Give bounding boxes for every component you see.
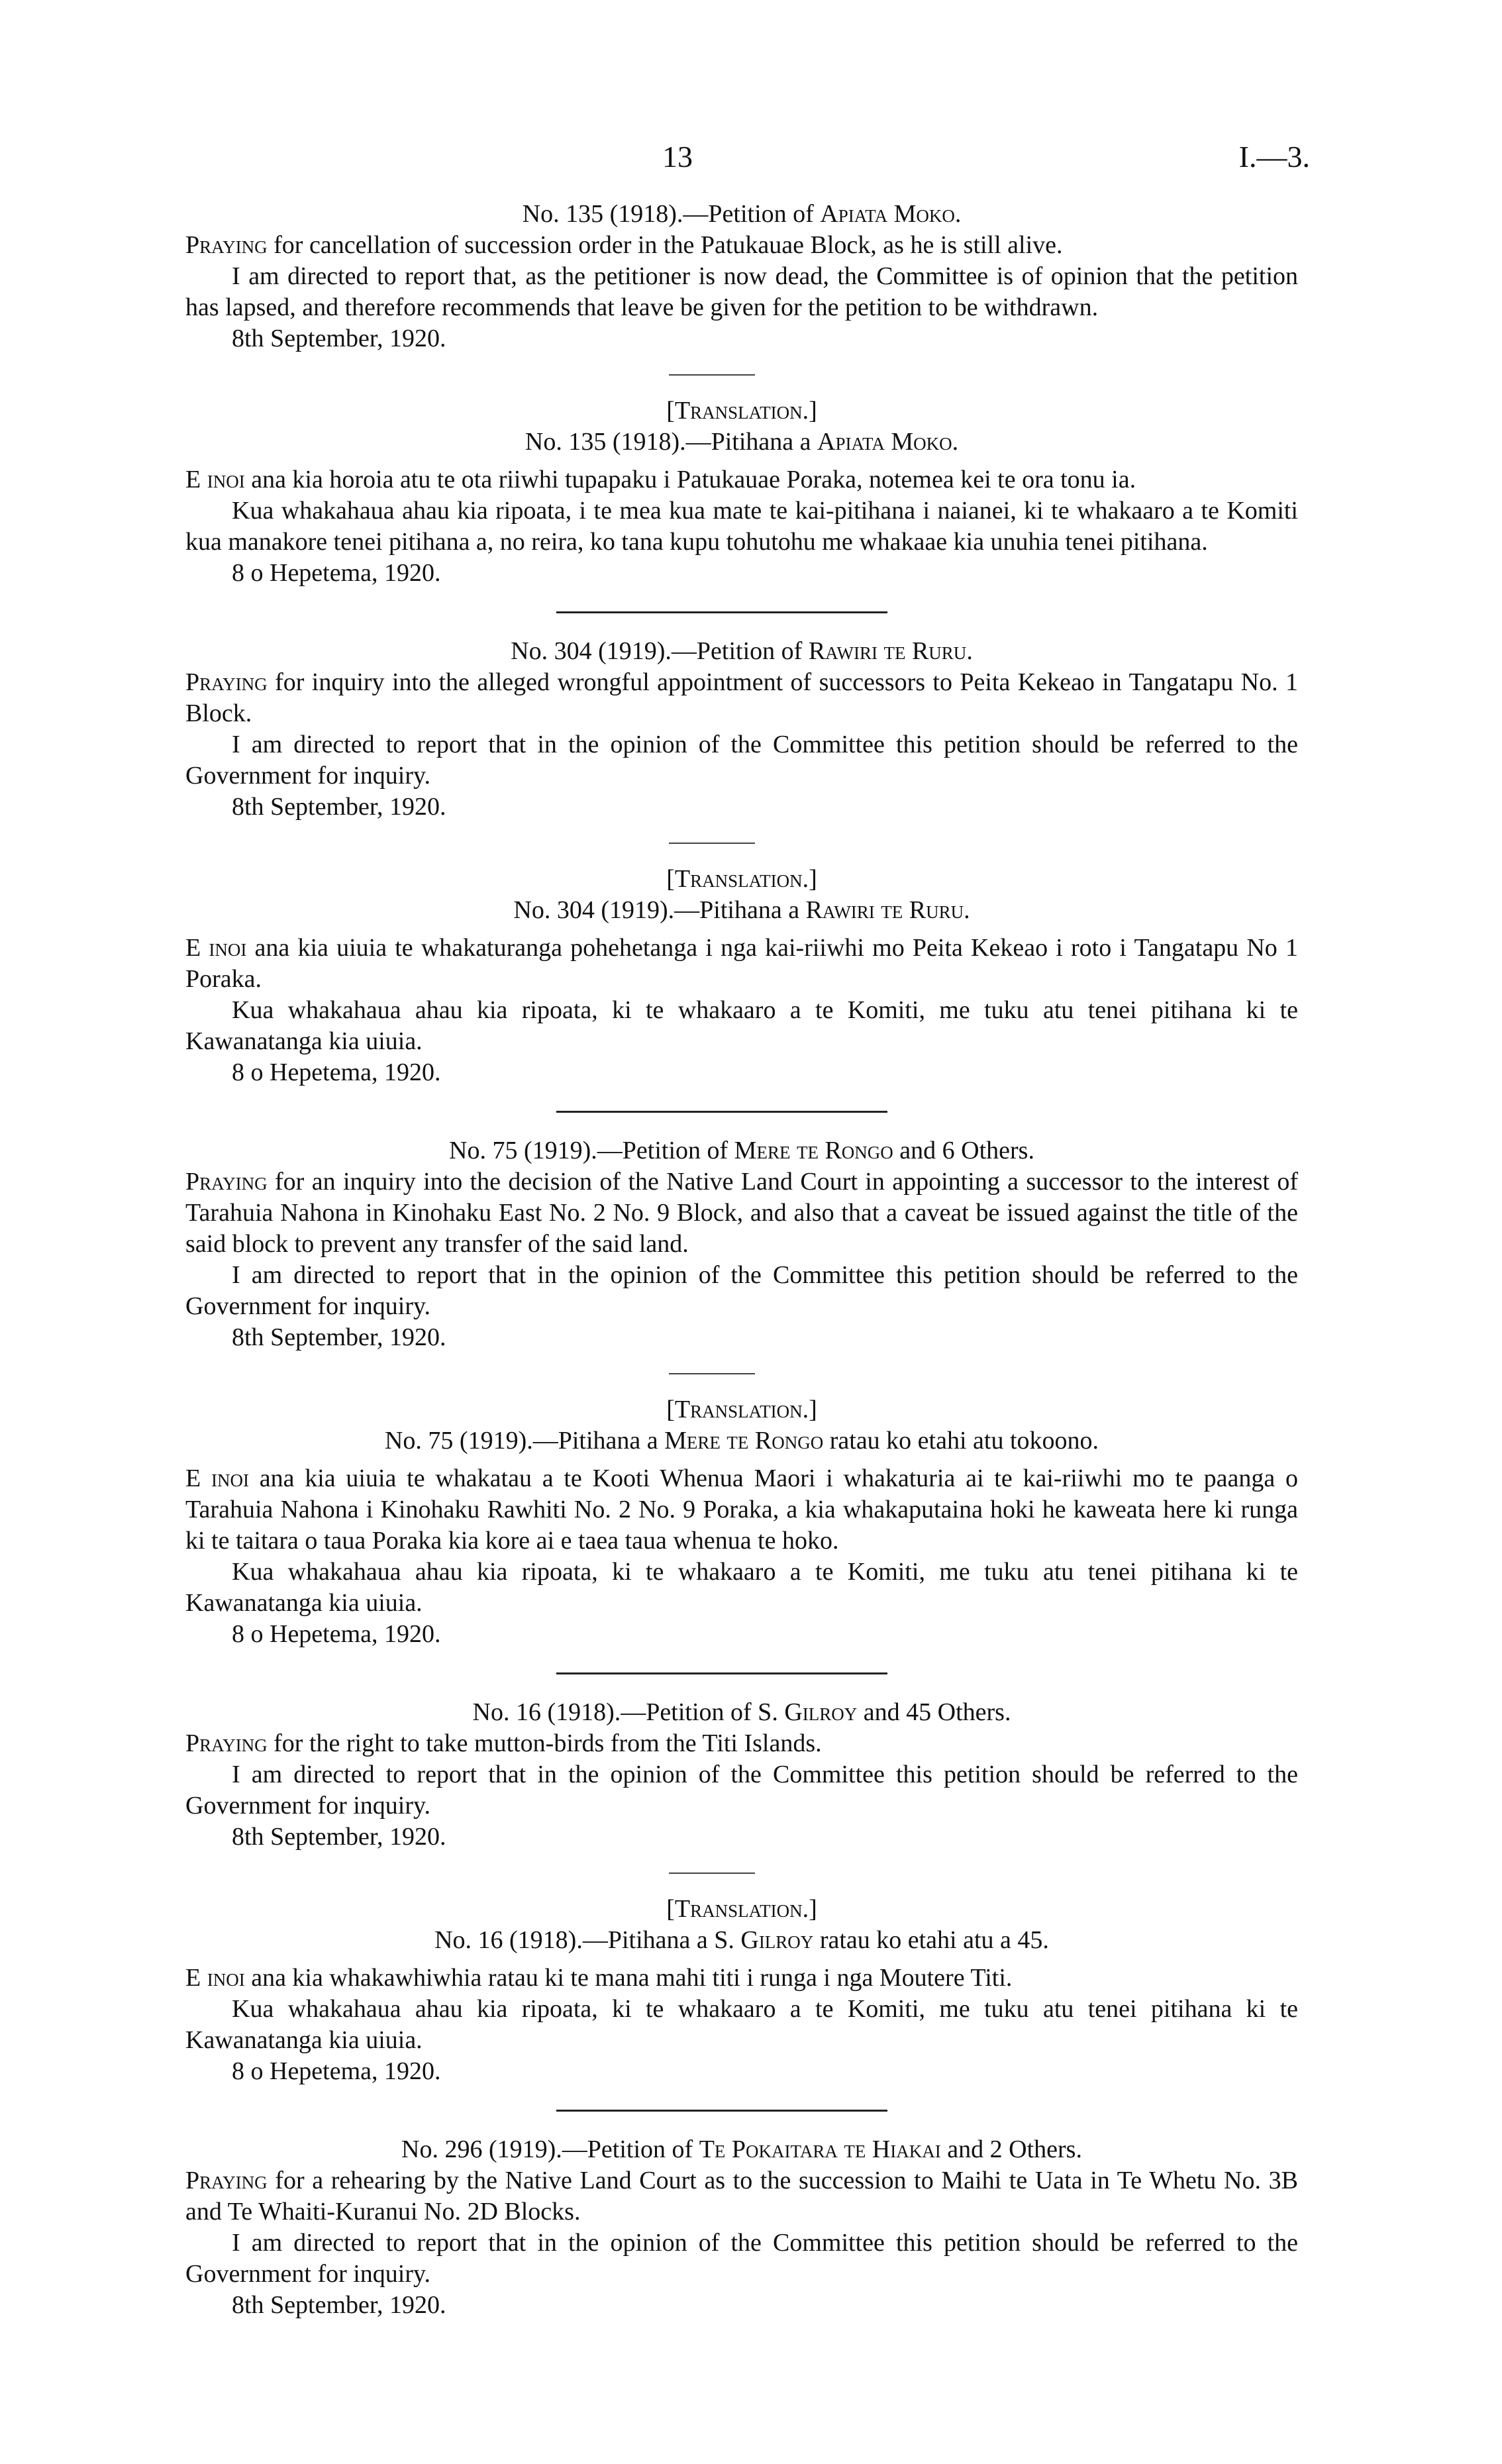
- translation-praying: E inoi ana kia uiuia te whakatau a te Kooti Whenua Maori i whakaturia ai te kai-riiwhi mo te paanga o Tarahuia Nahona i Kinohaku Rawhiti No. 2 No. 9 Poraka, a kia whakaputaina hoki he kaweata here ki runga ki te taitara o taua Poraka kia kore ai e taea taua whenua te hoko.: [185, 1464, 1298, 1555]
- page-content: [185, 199, 1298, 2321]
- praying-paragraph: Praying for the right to take mutton-birds from the Titi Islands.: [185, 1729, 822, 1757]
- entry-separator: [556, 1111, 887, 1113]
- translation-label: [Translation.]: [666, 1895, 817, 1923]
- petition-title: No. 75 (1919).—Petition of Mere te Rongo and 6 Others.: [449, 1137, 1034, 1164]
- praying-paragraph: Praying for cancellation of succession order in the Patukauae Block, as he is still alive.: [185, 231, 1063, 259]
- report-date: 8th September, 1920.: [232, 325, 446, 352]
- section-divider: [669, 1373, 755, 1374]
- translation-praying: E inoi ana kia uiuia te whakaturanga pohehetanga i nga kai-riiwhi mo Peita Kekeao i roto i Tangatapu No 1 Poraka.: [185, 934, 1298, 993]
- section-divider: [669, 374, 755, 376]
- page-number: 13: [662, 140, 693, 174]
- petition-entry: [185, 636, 1298, 1113]
- section-divider: [669, 1873, 755, 1874]
- petition-title: No. 135 (1918).—Petition of Apiata Moko.: [522, 200, 962, 228]
- praying-paragraph: Praying for inquiry into the alleged wrongful appointment of successors to Peita Kekeao in Tangatapu No. 1 Block.: [185, 668, 1298, 727]
- translation-report: Kua whakahaua ahau kia ripoata, i te mea kua mate te kai-pitihana i naianei, ki te whakaaro a te Komiti kua manakore tenei pitihana a, no reira, ko tana kupu tohutohu me whakaae kia unuhia tenei pitihana.: [185, 497, 1298, 556]
- translation-date: 8 o Hepetema, 1920.: [232, 2057, 441, 2085]
- petitioner-name: Apiata Moko: [820, 200, 955, 228]
- report-paragraph: I am directed to report that in the opinion of the Committee this petition should be referred to the Government for inquiry.: [185, 1261, 1298, 1320]
- petition-entry: [185, 1135, 1298, 1674]
- report-paragraph: I am directed to report that, as the petitioner is now dead, the Committee is of opinion that the petition has lapsed, and therefore recommends that leave be given for the petition to be withdrawn.: [185, 262, 1298, 321]
- report-date: 8th September, 1920.: [232, 793, 446, 821]
- entry-separator: [556, 611, 887, 613]
- report-date: 8th September, 1920.: [232, 1823, 446, 1851]
- document-reference: I.—3.: [1238, 140, 1310, 174]
- petitioner-name: Mere te Rongo: [734, 1137, 893, 1164]
- section-divider: [669, 843, 755, 844]
- report-paragraph: I am directed to report that in the opinion of the Committee this petition should be referred to the Government for inquiry.: [185, 731, 1298, 790]
- translation-report: Kua whakahaua ahau kia ripoata, ki te whakaaro a te Komiti, me tuku atu tenei pitihana ki te Kawanatanga kia uiuia.: [185, 1995, 1298, 2054]
- translation-date: 8 o Hepetema, 1920.: [232, 1058, 441, 1086]
- translation-report: Kua whakahaua ahau kia ripoata, ki te whakaaro a te Komiti, me tuku atu tenei pitihana ki te Kawanatanga kia uiuia.: [185, 1558, 1298, 1617]
- report-paragraph: I am directed to report that in the opinion of the Committee this petition should be referred to the Government for inquiry.: [185, 2229, 1298, 2288]
- translation-praying: E inoi ana kia whakawhiwhia ratau ki te mana mahi titi i runga i nga Moutere Titi.: [185, 1964, 1013, 1992]
- petitioner-name: Te Pokaitara te Hiakai: [699, 2135, 941, 2163]
- translation-label: [Translation.]: [666, 1396, 817, 1423]
- translation-label: [Translation.]: [666, 865, 817, 893]
- translation-title: No. 16 (1918).—Pitihana a S. Gilroy ratau ko etahi atu a 45.: [434, 1926, 1049, 1954]
- translation-title: No. 304 (1919).—Pitihana a Rawiri te Ruru.: [513, 896, 970, 924]
- petition-entry: [185, 2134, 1298, 2321]
- translation-title: No. 75 (1919).—Pitihana a Mere te Rongo ratau ko etahi atu tokoono.: [384, 1427, 1099, 1455]
- petitioner-name: Rawiri te Ruru: [808, 637, 967, 665]
- report-date: 8th September, 1920.: [232, 2291, 446, 2319]
- report-date: 8th September, 1920.: [232, 1323, 446, 1351]
- entry-separator: [556, 2110, 887, 2112]
- petition-entry: [185, 1697, 1298, 2112]
- petition-title: No. 296 (1919).—Petition of Te Pokaitara te Hiakai and 2 Others.: [401, 2135, 1082, 2163]
- page-header: [0, 141, 1502, 181]
- entry-separator: [556, 1672, 887, 1674]
- praying-paragraph: Praying for a rehearing by the Native Land Court as to the succession to Maihi te Uata in Te Whetu No. 3B and Te Whaiti-Kuranui No. 2D Blocks.: [185, 2167, 1298, 2226]
- petition-entry: [185, 199, 1298, 613]
- translation-date: 8 o Hepetema, 1920.: [232, 559, 441, 587]
- petition-title: No. 16 (1918).—Petition of S. Gilroy and 45 Others.: [472, 1698, 1011, 1726]
- report-paragraph: I am directed to report that in the opinion of the Committee this petition should be referred to the Government for inquiry.: [185, 1761, 1298, 1820]
- petition-title: No. 304 (1919).—Petition of Rawiri te Ruru.: [511, 637, 973, 665]
- translation-title: No. 135 (1918).—Pitihana a Apiata Moko.: [525, 428, 959, 456]
- praying-paragraph: Praying for an inquiry into the decision of the Native Land Court in appointing a successor to the interest of Tarahuia Nahona in Kinohaku East No. 2 No. 9 Block, and also that a caveat be issued against the title of the said block to prevent any transfer of the said land.: [185, 1168, 1298, 1258]
- translation-praying: E inoi ana kia horoia atu te ota riiwhi tupapaku i Patukauae Poraka, notemea kei te ora tonu ia.: [185, 466, 1136, 493]
- petitioner-name: Gilroy: [784, 1698, 858, 1726]
- translation-report: Kua whakahaua ahau kia ripoata, ki te whakaaro a te Komiti, me tuku atu tenei pitihana ki te Kawanatanga kia uiuia.: [185, 996, 1298, 1055]
- translation-date: 8 o Hepetema, 1920.: [232, 1620, 441, 1648]
- translation-label: [Translation.]: [666, 397, 817, 425]
